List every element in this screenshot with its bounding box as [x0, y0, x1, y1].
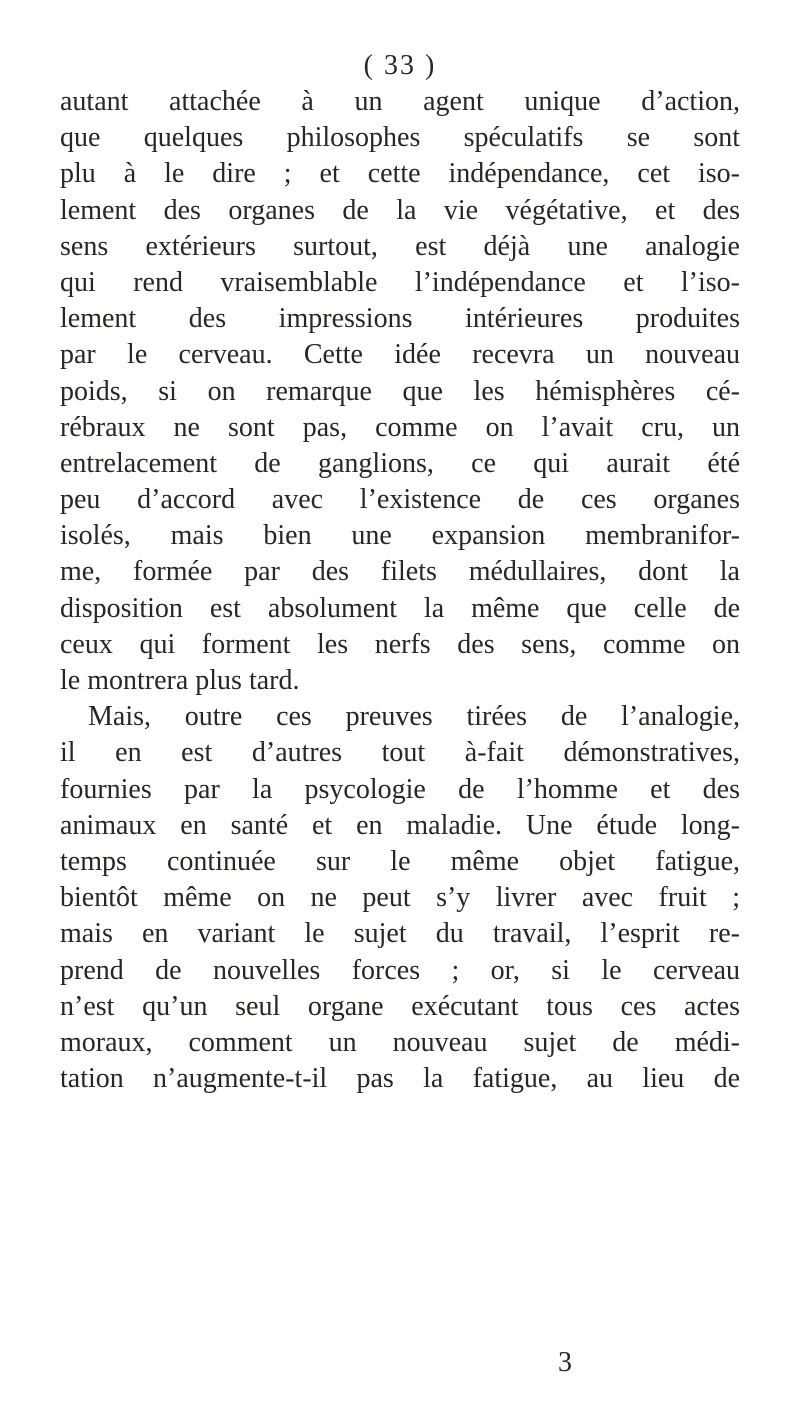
- text-line: fournies par la psycologie de l’homme et des: [60, 773, 740, 805]
- paragraph-2: [60, 699, 740, 1097]
- text-line: disposition est absolument la même que celle de: [60, 592, 740, 624]
- text-line: mais en variant le sujet du travail, l’esprit re-: [60, 918, 740, 950]
- text-line: sens extérieurs surtout, est déjà une analogie: [60, 230, 740, 262]
- text-line: temps continuée sur le même objet fatigue,: [60, 845, 740, 877]
- text-line: n’est qu’un seul organe exécutant tous ces actes: [60, 990, 740, 1022]
- text-line: isolés, mais bien une expansion membranifor-: [60, 520, 740, 552]
- text-line: me, formée par des filets médullaires, dont la: [60, 556, 740, 588]
- text-line: rébraux ne sont pas, comme on l’avait cru, un: [60, 411, 740, 443]
- text-line: ceux qui forment les nerfs des sens, comme on: [60, 628, 740, 660]
- text-line: il en est d’autres tout à-fait démonstratives,: [60, 737, 740, 769]
- text-line: le montrera plus tard.: [60, 665, 300, 696]
- text-line: prend de nouvelles forces ; or, si le cerveau: [60, 954, 740, 986]
- text-line: Mais, outre ces preuves tirées de l’analogie,: [88, 701, 740, 733]
- text-line: plu à le dire ; et cette indépendance, cet iso-: [60, 158, 740, 190]
- text-line: par le cerveau. Cette idée recevra un nouveau: [60, 339, 740, 371]
- text-line: que quelques philosophes spéculatifs se sont: [60, 122, 740, 154]
- text-line: peu d’accord avec l’existence de ces organes: [60, 484, 740, 516]
- text-line: lement des impressions intérieures produites: [60, 303, 740, 335]
- text-line: lement des organes de la vie végétative, et des: [60, 194, 740, 226]
- text-line: bientôt même on ne peut s’y livrer avec fruit ;: [60, 882, 740, 914]
- body-text: [60, 84, 740, 1097]
- text-line: moraux, comment un nouveau sujet de médi-: [60, 1026, 740, 1058]
- text-line: autant attachée à un agent unique d’action,: [60, 86, 740, 117]
- text-line: entrelacement de ganglions, ce qui aurait été: [60, 447, 740, 479]
- text-line: qui rend vraisemblable l’indépendance et l’iso-: [60, 266, 740, 298]
- text-line: animaux en santé et en maladie. Une étude long-: [60, 809, 740, 841]
- page-number: ( 33 ): [363, 50, 437, 81]
- paragraph-1: [60, 84, 740, 699]
- signature-mark: 3: [558, 1347, 572, 1378]
- text-line: poids, si on remarque que les hémisphères cé-: [60, 375, 740, 407]
- text-line: tation n’augmente-t-il pas la fatigue, au lieu de: [60, 1063, 740, 1095]
